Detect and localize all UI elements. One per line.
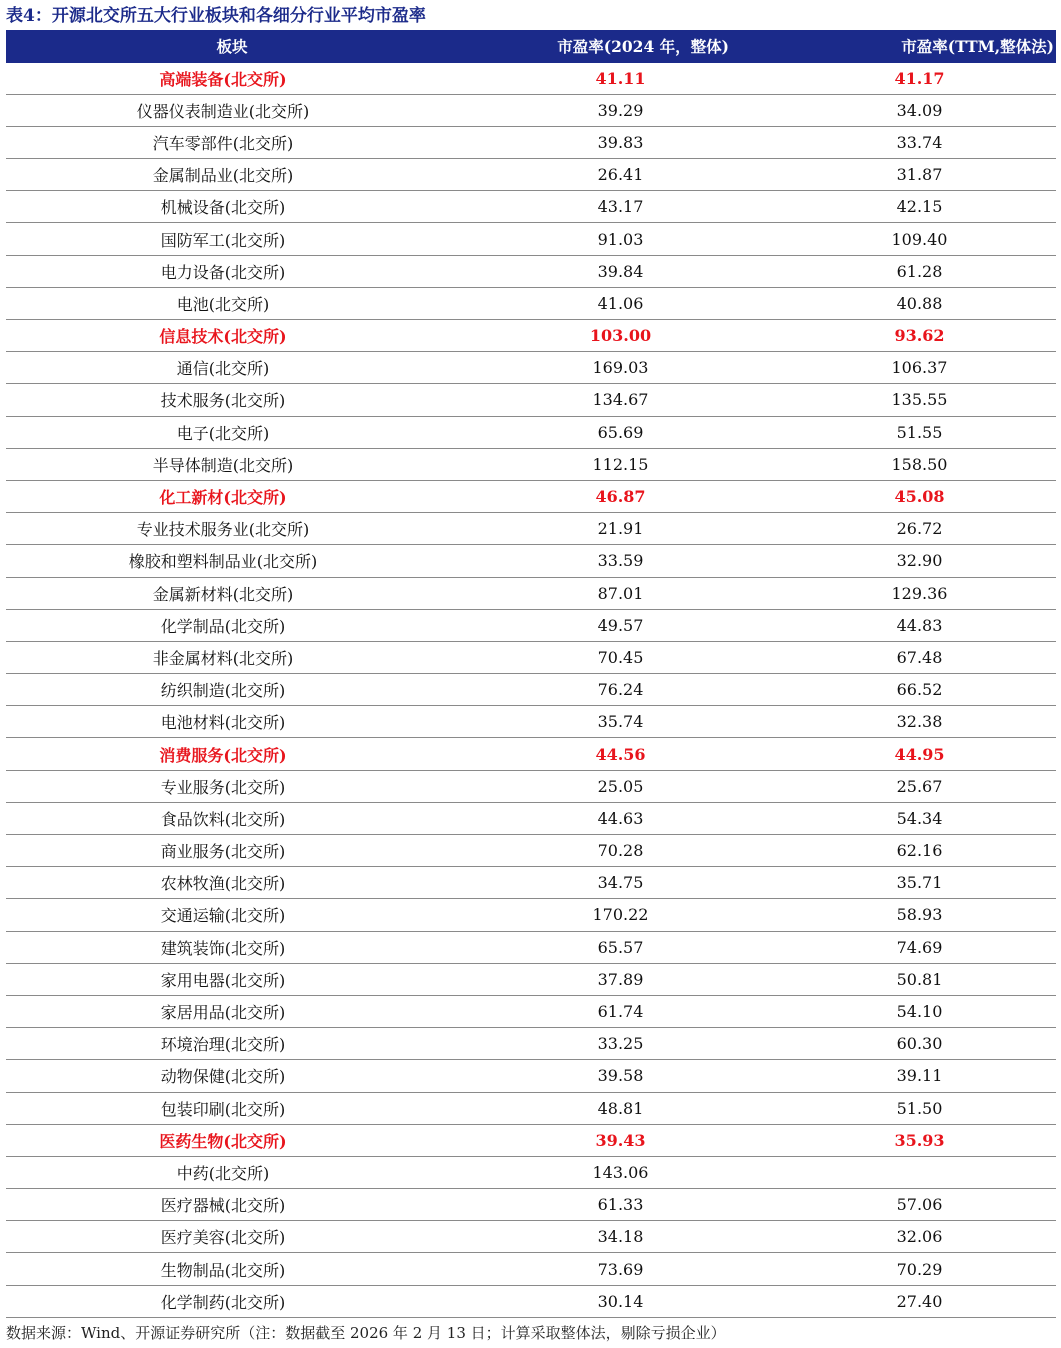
table-row <box>6 191 1056 223</box>
row-pe-2024: 70.45 <box>458 641 791 673</box>
table-row <box>6 223 1056 255</box>
table-row <box>6 255 1056 287</box>
row-name: 汽车零部件(北交所) <box>6 126 458 158</box>
row-pe-2024: 143.06 <box>458 1156 791 1188</box>
row-pe-2024: 73.69 <box>458 1253 791 1285</box>
row-pe-ttm: 109.40 <box>791 223 1056 255</box>
row-pe-ttm: 44.83 <box>791 609 1056 641</box>
row-name: 金属制品业(北交所) <box>6 159 458 191</box>
row-pe-ttm: 34.09 <box>791 94 1056 126</box>
table-title: 表4：开源北交所五大行业板块和各细分行业平均市盈率 <box>6 6 426 26</box>
row-pe-2024: 39.84 <box>458 255 791 287</box>
row-pe-2024: 61.33 <box>458 1189 791 1221</box>
row-pe-2024: 49.57 <box>458 609 791 641</box>
row-name: 电池(北交所) <box>6 287 458 319</box>
table-row <box>6 835 1056 867</box>
table-row <box>6 126 1056 158</box>
row-pe-ttm: 32.38 <box>791 706 1056 738</box>
row-name: 交通运输(北交所) <box>6 899 458 931</box>
table-row <box>6 448 1056 480</box>
row-name: 化学制品(北交所) <box>6 609 458 641</box>
row-pe-2024: 39.83 <box>458 126 791 158</box>
source-note: 数据来源：Wind、开源证券研究所（注：数据截至 2026 年 2 月 13 日；计算采取整体法，剔除亏损企业） <box>6 1324 726 1342</box>
row-pe-2024: 34.75 <box>458 867 791 899</box>
row-name: 金属新材料(北交所) <box>6 577 458 609</box>
table-row <box>6 706 1056 738</box>
row-pe-ttm: 57.06 <box>791 1189 1056 1221</box>
row-name: 技术服务(北交所) <box>6 384 458 416</box>
row-pe-ttm: 54.34 <box>791 802 1056 834</box>
row-pe-ttm: 35.71 <box>791 867 1056 899</box>
row-pe-ttm: 58.93 <box>791 899 1056 931</box>
table-body <box>6 62 1056 1317</box>
row-pe-2024: 35.74 <box>458 706 791 738</box>
table-row <box>6 513 1056 545</box>
sector-row <box>6 480 1056 512</box>
row-pe-ttm: 158.50 <box>791 448 1056 480</box>
header-pe-2024: 市盈率(2024 年，整体) <box>458 30 791 62</box>
row-pe-2024: 87.01 <box>458 577 791 609</box>
row-name: 生物制品(北交所) <box>6 1253 458 1285</box>
table-row <box>6 384 1056 416</box>
row-pe-ttm: 45.08 <box>791 480 1056 512</box>
row-pe-ttm: 93.62 <box>791 320 1056 352</box>
sector-row <box>6 738 1056 770</box>
table-row <box>6 159 1056 191</box>
table-row <box>6 1189 1056 1221</box>
table-row <box>6 1253 1056 1285</box>
row-name: 国防军工(北交所) <box>6 223 458 255</box>
row-pe-2024: 37.89 <box>458 963 791 995</box>
table-row <box>6 867 1056 899</box>
row-name: 化工新材(北交所) <box>6 480 458 512</box>
row-pe-ttm: 44.95 <box>791 738 1056 770</box>
row-pe-ttm: 61.28 <box>791 255 1056 287</box>
table-row <box>6 352 1056 384</box>
row-pe-ttm: 26.72 <box>791 513 1056 545</box>
row-pe-2024: 112.15 <box>458 448 791 480</box>
table-row <box>6 1028 1056 1060</box>
sector-row <box>6 62 1056 94</box>
row-name: 医药生物(北交所) <box>6 1124 458 1156</box>
row-pe-ttm: 31.87 <box>791 159 1056 191</box>
row-name: 化学制药(北交所) <box>6 1285 458 1317</box>
table-row <box>6 802 1056 834</box>
row-name: 电子(北交所) <box>6 416 458 448</box>
header-sector: 板块 <box>6 30 458 62</box>
table-row <box>6 609 1056 641</box>
row-pe-2024: 33.59 <box>458 545 791 577</box>
sector-row <box>6 320 1056 352</box>
row-pe-ttm: 51.55 <box>791 416 1056 448</box>
row-pe-ttm: 32.90 <box>791 545 1056 577</box>
row-pe-ttm: 106.37 <box>791 352 1056 384</box>
row-pe-ttm: 32.06 <box>791 1221 1056 1253</box>
row-pe-ttm: 35.93 <box>791 1124 1056 1156</box>
row-pe-ttm: 25.67 <box>791 770 1056 802</box>
header-pe-ttm: 市盈率(TTM,整体法) <box>791 30 1056 62</box>
row-name: 建筑装饰(北交所) <box>6 931 458 963</box>
row-pe-ttm: 40.88 <box>791 287 1056 319</box>
row-pe-ttm <box>791 1156 1056 1188</box>
table-row <box>6 1156 1056 1188</box>
row-name: 食品饮料(北交所) <box>6 802 458 834</box>
row-name: 非金属材料(北交所) <box>6 641 458 673</box>
row-pe-ttm: 62.16 <box>791 835 1056 867</box>
row-name: 橡胶和塑料制品业(北交所) <box>6 545 458 577</box>
table-row <box>6 416 1056 448</box>
row-pe-2024: 65.69 <box>458 416 791 448</box>
row-pe-2024: 39.58 <box>458 1060 791 1092</box>
table-header <box>6 30 1056 62</box>
row-pe-2024: 169.03 <box>458 352 791 384</box>
row-pe-2024: 134.67 <box>458 384 791 416</box>
table-row <box>6 545 1056 577</box>
row-pe-2024: 33.25 <box>458 1028 791 1060</box>
row-name: 机械设备(北交所) <box>6 191 458 223</box>
table-row <box>6 577 1056 609</box>
row-pe-2024: 170.22 <box>458 899 791 931</box>
row-pe-2024: 41.06 <box>458 287 791 319</box>
row-name: 商业服务(北交所) <box>6 835 458 867</box>
row-name: 高端装备(北交所) <box>6 62 458 94</box>
row-pe-ttm: 60.30 <box>791 1028 1056 1060</box>
row-pe-2024: 43.17 <box>458 191 791 223</box>
row-name: 家居用品(北交所) <box>6 995 458 1027</box>
table-row <box>6 287 1056 319</box>
row-pe-2024: 46.87 <box>458 480 791 512</box>
row-pe-2024: 44.63 <box>458 802 791 834</box>
row-pe-2024: 21.91 <box>458 513 791 545</box>
row-pe-ttm: 54.10 <box>791 995 1056 1027</box>
table-row <box>6 1060 1056 1092</box>
row-pe-ttm: 70.29 <box>791 1253 1056 1285</box>
row-name: 消费服务(北交所) <box>6 738 458 770</box>
row-name: 纺织制造(北交所) <box>6 674 458 706</box>
row-pe-2024: 65.57 <box>458 931 791 963</box>
row-pe-ttm: 27.40 <box>791 1285 1056 1317</box>
row-name: 仪器仪表制造业(北交所) <box>6 94 458 126</box>
row-pe-2024: 41.11 <box>458 62 791 94</box>
row-pe-ttm: 51.50 <box>791 1092 1056 1124</box>
row-name: 专业技术服务业(北交所) <box>6 513 458 545</box>
table-row <box>6 995 1056 1027</box>
table-row <box>6 1092 1056 1124</box>
row-name: 包装印刷(北交所) <box>6 1092 458 1124</box>
table-row <box>6 770 1056 802</box>
pe-table <box>6 30 1056 1318</box>
row-name: 半导体制造(北交所) <box>6 448 458 480</box>
row-pe-ttm: 39.11 <box>791 1060 1056 1092</box>
row-name: 电力设备(北交所) <box>6 255 458 287</box>
row-pe-ttm: 135.55 <box>791 384 1056 416</box>
row-name: 通信(北交所) <box>6 352 458 384</box>
row-name: 医疗美容(北交所) <box>6 1221 458 1253</box>
table-row <box>6 899 1056 931</box>
row-pe-ttm: 50.81 <box>791 963 1056 995</box>
row-pe-ttm: 41.17 <box>791 62 1056 94</box>
row-name: 环境治理(北交所) <box>6 1028 458 1060</box>
row-pe-2024: 39.43 <box>458 1124 791 1156</box>
row-pe-2024: 30.14 <box>458 1285 791 1317</box>
table-row <box>6 963 1056 995</box>
table-row <box>6 1285 1056 1317</box>
row-pe-ttm: 129.36 <box>791 577 1056 609</box>
row-name: 家用电器(北交所) <box>6 963 458 995</box>
row-pe-2024: 39.29 <box>458 94 791 126</box>
row-pe-2024: 48.81 <box>458 1092 791 1124</box>
row-pe-2024: 61.74 <box>458 995 791 1027</box>
row-pe-2024: 76.24 <box>458 674 791 706</box>
row-pe-2024: 91.03 <box>458 223 791 255</box>
row-name: 信息技术(北交所) <box>6 320 458 352</box>
table-row <box>6 931 1056 963</box>
row-pe-2024: 34.18 <box>458 1221 791 1253</box>
row-pe-2024: 70.28 <box>458 835 791 867</box>
row-pe-2024: 26.41 <box>458 159 791 191</box>
table-row <box>6 1221 1056 1253</box>
row-pe-ttm: 33.74 <box>791 126 1056 158</box>
row-pe-ttm: 74.69 <box>791 931 1056 963</box>
row-pe-2024: 25.05 <box>458 770 791 802</box>
sector-row <box>6 1124 1056 1156</box>
row-name: 电池材料(北交所) <box>6 706 458 738</box>
header-row <box>6 30 1056 62</box>
row-pe-ttm: 66.52 <box>791 674 1056 706</box>
row-name: 专业服务(北交所) <box>6 770 458 802</box>
row-pe-2024: 44.56 <box>458 738 791 770</box>
table-row <box>6 674 1056 706</box>
row-pe-ttm: 42.15 <box>791 191 1056 223</box>
table-row <box>6 94 1056 126</box>
row-name: 中药(北交所) <box>6 1156 458 1188</box>
row-pe-2024: 103.00 <box>458 320 791 352</box>
row-pe-ttm: 67.48 <box>791 641 1056 673</box>
row-name: 动物保健(北交所) <box>6 1060 458 1092</box>
table-row <box>6 641 1056 673</box>
row-name: 医疗器械(北交所) <box>6 1189 458 1221</box>
row-name: 农林牧渔(北交所) <box>6 867 458 899</box>
